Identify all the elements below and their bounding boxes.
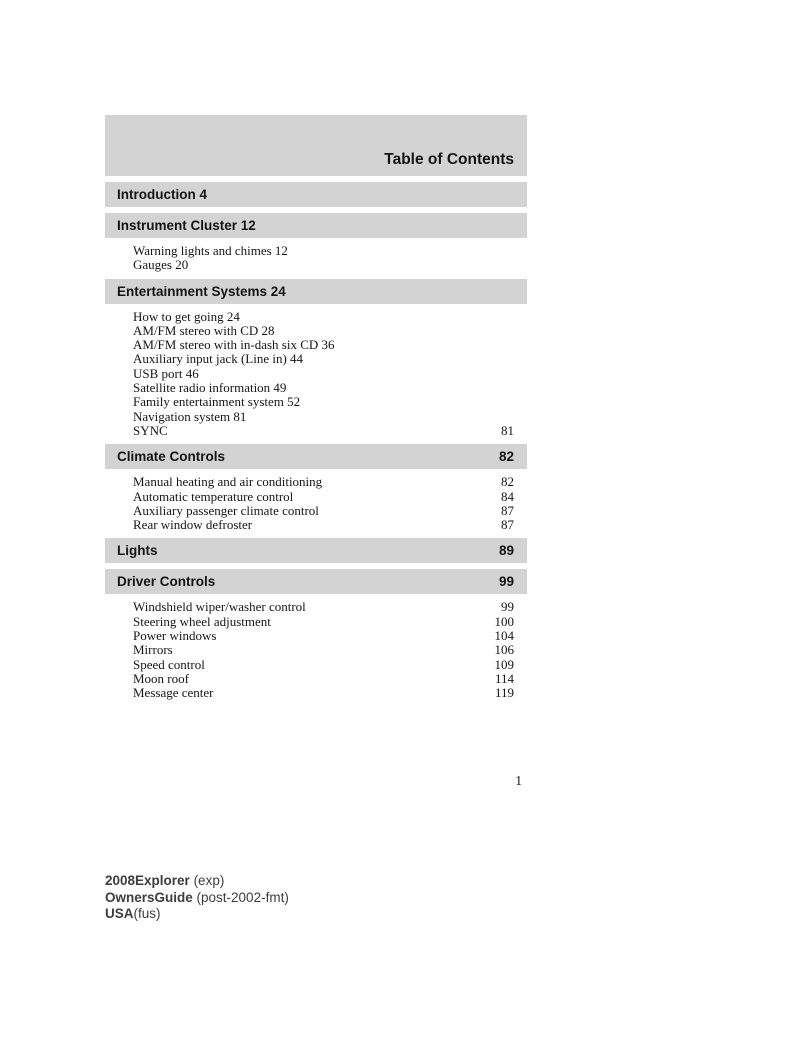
section-header-lights (105, 538, 527, 563)
section-title: Entertainment Systems 24 (117, 283, 286, 299)
toc-entry-label: Manual heating and air conditioning (133, 474, 323, 490)
toc-entry-label: SYNC (133, 422, 168, 438)
section-page: 82 (498, 449, 514, 465)
toc-entry-page: 81 (501, 422, 514, 438)
footer-model-suffix: (exp) (189, 873, 225, 888)
toc-entry-page: 82 (501, 474, 514, 490)
toc-entry (133, 600, 514, 614)
toc-entry-page: 119 (494, 685, 514, 701)
toc-entry-label: Satellite radio information 49 (133, 380, 287, 396)
toc-column (105, 115, 527, 789)
section-items-entertainment-systems (133, 310, 527, 439)
toc-masthead (105, 115, 527, 176)
toc-entry-label: USB port 46 (133, 365, 199, 381)
toc-entry-label: Steering wheel adjustment (133, 613, 271, 629)
section-items-instrument-cluster (133, 244, 527, 273)
toc-entry-label: Automatic temperature control (133, 488, 294, 504)
toc-entry-page: 106 (494, 642, 514, 658)
toc-entry-page: 109 (494, 656, 514, 672)
section-items-driver-controls (133, 600, 527, 700)
footer-model: 2008Explorer (105, 873, 190, 888)
toc-entry (133, 244, 514, 258)
section-title: Instrument Cluster 12 (117, 218, 256, 233)
toc-entry-label: Power windows (133, 628, 217, 644)
toc-entry (133, 490, 514, 504)
toc-entry-label: Moon roof (133, 670, 189, 686)
section-title: Introduction 4 (117, 187, 207, 202)
toc-entry-label: How to get going 24 (133, 308, 240, 324)
toc-entry (133, 424, 514, 438)
toc-entry (133, 381, 514, 395)
toc-entry (133, 518, 514, 532)
toc-entry-label: Mirrors (133, 642, 173, 658)
toc-entry-page: 87 (501, 517, 514, 533)
toc-entry (133, 686, 514, 700)
toc-entry-label: Speed control (133, 656, 205, 672)
toc-entry-label: Rear window defroster (133, 517, 253, 533)
toc-entry-page: 84 (501, 488, 514, 504)
toc-entry-label: Message center (133, 685, 214, 701)
section-page: 89 (498, 543, 514, 559)
footer-stamp (105, 873, 289, 923)
toc-entry-page: 104 (494, 628, 514, 644)
toc-entry-label: Gauges 20 (133, 257, 189, 273)
toc-entry-label: Warning lights and chimes 12 (133, 243, 288, 258)
page-title: Table of Contents (384, 151, 514, 168)
toc-entry-label: Auxiliary input jack (Line in) 44 (133, 351, 304, 367)
toc-entry-page: 87 (501, 502, 514, 518)
toc-entry (133, 310, 514, 324)
toc-entry-label: Auxiliary passenger climate control (133, 502, 319, 518)
footer-guide: OwnersGuide (105, 889, 193, 905)
section-header-introduction (105, 182, 527, 207)
toc-entry (133, 410, 514, 424)
toc-entry-page: 100 (494, 613, 514, 629)
toc-entry (133, 324, 514, 338)
section-header-climate-controls (105, 444, 527, 469)
footer-line (105, 906, 289, 923)
section-items-climate-controls (133, 475, 527, 532)
toc-entry (133, 643, 514, 657)
section-title: Lights (117, 543, 158, 559)
toc-entry (133, 658, 514, 672)
section-header-entertainment-systems (105, 279, 527, 304)
footer-guide-suffix: (post-2002-fmt) (192, 889, 289, 905)
toc-entry (133, 395, 514, 409)
toc-entry-label: Navigation system 81 (133, 408, 247, 424)
section-header-driver-controls (105, 569, 527, 594)
footer-region-suffix: (fus) (133, 906, 161, 921)
toc-entry-page: 114 (494, 670, 514, 686)
toc-entry (133, 352, 514, 366)
toc-entry-label: Windshield wiper/washer control (133, 599, 306, 615)
footer-region: USA (105, 906, 134, 921)
toc-entry-label: AM/FM stereo with CD 28 (133, 322, 275, 338)
toc-entry-page: 99 (501, 599, 514, 615)
toc-entry (133, 672, 514, 686)
section-header-instrument-cluster (105, 213, 527, 238)
toc-entry (133, 615, 514, 629)
toc-entry-label: Family entertainment system 52 (133, 394, 301, 410)
toc-entry (133, 475, 514, 489)
toc-entry (133, 367, 514, 381)
toc-entry (133, 338, 514, 352)
footer-line (105, 873, 289, 890)
toc-entry (133, 629, 514, 643)
footer-line (105, 890, 289, 907)
page-number: 1 (515, 772, 522, 788)
toc-entry (133, 504, 514, 518)
section-page: 99 (498, 574, 514, 590)
section-title: Driver Controls (117, 574, 216, 590)
toc-entry (133, 258, 514, 272)
toc-entry-label: AM/FM stereo with in-dash six CD 36 (133, 337, 335, 353)
section-title: Climate Controls (117, 449, 226, 465)
